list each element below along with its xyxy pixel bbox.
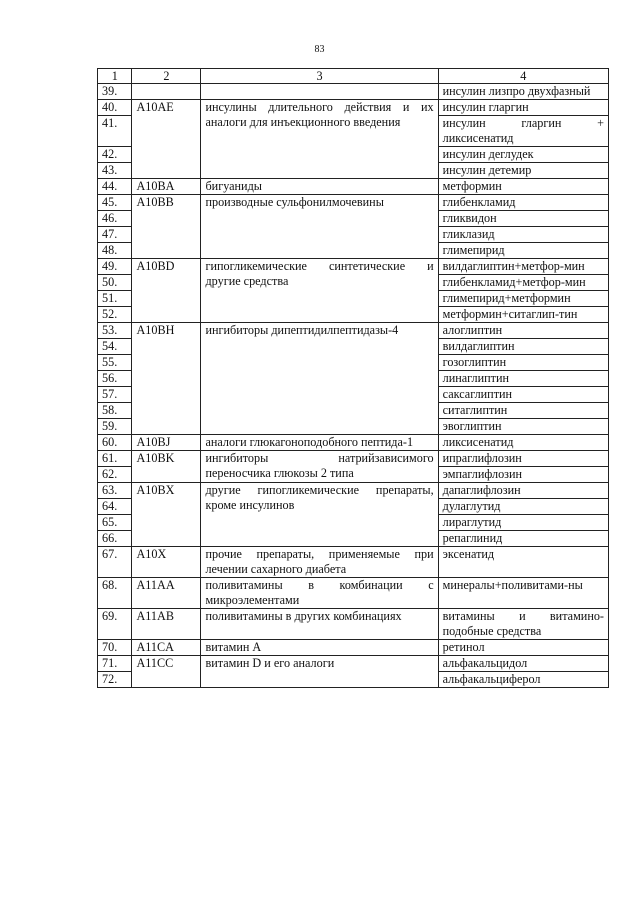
drug-name: ликсисенатид: [438, 435, 608, 451]
drug-name: гозоглиптин: [438, 355, 608, 371]
row-number: 54.: [98, 339, 132, 355]
row-number: 60.: [98, 435, 132, 451]
atc-code: A11AB: [132, 609, 201, 640]
row-number: 55.: [98, 355, 132, 371]
row-number: 65.: [98, 515, 132, 531]
row-number: 50.: [98, 275, 132, 291]
table-row: [98, 547, 609, 578]
drug-name: метформин+ситаглип-тин: [438, 307, 608, 323]
row-number: 57.: [98, 387, 132, 403]
row-number: 40.: [98, 100, 132, 116]
group-description: ингибиторы дипептидилпептидазы-4: [201, 323, 438, 435]
drug-name: инсулин деглудек: [438, 147, 608, 163]
atc-code: A10BH: [132, 323, 201, 435]
row-number: 70.: [98, 640, 132, 656]
row-number: 53.: [98, 323, 132, 339]
atc-code: A10AE: [132, 100, 201, 179]
table-row: [98, 451, 609, 467]
row-number: 56.: [98, 371, 132, 387]
atc-code: A10BK: [132, 451, 201, 483]
page-number: 83: [314, 44, 325, 55]
row-number: 58.: [98, 403, 132, 419]
drug-name: инсулин гларгин: [438, 100, 608, 116]
drug-name: эксенатид: [438, 547, 608, 578]
row-number: 63.: [98, 483, 132, 499]
drug-name: ретинол: [438, 640, 608, 656]
row-number: 49.: [98, 259, 132, 275]
row-number: 43.: [98, 163, 132, 179]
table-row: [98, 578, 609, 609]
group-description: ингибиторы натрийзависимого переносчика глюкозы 2 типа: [201, 451, 438, 483]
row-number: 66.: [98, 531, 132, 547]
drug-name: минералы+поливитами-ны: [438, 578, 608, 609]
table-row: [98, 195, 609, 211]
row-number: 64.: [98, 499, 132, 515]
column-header: 1: [98, 69, 132, 84]
row-number: 61.: [98, 451, 132, 467]
drug-name: эвоглиптин: [438, 419, 608, 435]
column-header: 4: [438, 69, 608, 84]
atc-code-cell: [132, 84, 201, 100]
drug-name: гликлазид: [438, 227, 608, 243]
drug-name: глимепирид: [438, 243, 608, 259]
atc-code: A11CC: [132, 656, 201, 688]
atc-code: A10X: [132, 547, 201, 578]
drug-name: ипраглифлозин: [438, 451, 608, 467]
group-description: поливитамины в комбинации с микроэлементами: [201, 578, 438, 609]
table-row: [98, 656, 609, 672]
column-header: 3: [201, 69, 438, 84]
drug-name: алоглиптин: [438, 323, 608, 339]
group-description: другие гипогликемические препараты, кроме инсулинов: [201, 483, 438, 547]
group-description: аналоги глюкагоноподобного пептида-1: [201, 435, 438, 451]
drug-name: инсулин гларгин + ликсисенатид: [438, 116, 608, 147]
row-number: 51.: [98, 291, 132, 307]
drug-name: лираглутид: [438, 515, 608, 531]
row-number: 67.: [98, 547, 132, 578]
row-number: 39.: [98, 84, 132, 100]
drug-list-table: [97, 68, 609, 688]
drug-name: репаглинид: [438, 531, 608, 547]
row-number: 48.: [98, 243, 132, 259]
group-description: витамин А: [201, 640, 438, 656]
row-number: 52.: [98, 307, 132, 323]
atc-code: A11AA: [132, 578, 201, 609]
table-row: [98, 179, 609, 195]
row-number: 72.: [98, 672, 132, 688]
drug-name: инсулин детемир: [438, 163, 608, 179]
table-header-row: [98, 69, 609, 84]
drug-name: альфакальциферол: [438, 672, 608, 688]
drug-name: витамины и витамино-подобные средства: [438, 609, 608, 640]
table-row: [98, 323, 609, 339]
drug-name: инсулин лизпро двухфазный: [438, 84, 608, 100]
drug-name: саксаглиптин: [438, 387, 608, 403]
drug-name: дапаглифлозин: [438, 483, 608, 499]
table-row: [98, 609, 609, 640]
row-number: 44.: [98, 179, 132, 195]
row-number: 62.: [98, 467, 132, 483]
group-description: витамин D и его аналоги: [201, 656, 438, 688]
drug-name: эмпаглифлозин: [438, 467, 608, 483]
drug-name: дулаглутид: [438, 499, 608, 515]
row-number: 42.: [98, 147, 132, 163]
drug-name: линаглиптин: [438, 371, 608, 387]
group-description-cell: [201, 84, 438, 100]
drug-name: глимепирид+метформин: [438, 291, 608, 307]
group-description: производные сульфонилмочевины: [201, 195, 438, 259]
row-number: 68.: [98, 578, 132, 609]
drug-name: глибенкламид: [438, 195, 608, 211]
group-description: гипогликемические синтетические и другие средства: [201, 259, 438, 323]
group-description: бигуаниды: [201, 179, 438, 195]
drug-name: вилдаглиптин: [438, 339, 608, 355]
atc-code: A10BJ: [132, 435, 201, 451]
drug-name: ситаглиптин: [438, 403, 608, 419]
row-number: 45.: [98, 195, 132, 211]
atc-code: A10BX: [132, 483, 201, 547]
table-row: [98, 84, 609, 100]
drug-name: альфакальцидол: [438, 656, 608, 672]
atc-code: A10BB: [132, 195, 201, 259]
atc-code: A10BD: [132, 259, 201, 323]
table-row: [98, 483, 609, 499]
group-description: прочие препараты, применяемые при лечении сахарного диабета: [201, 547, 438, 578]
row-number: 46.: [98, 211, 132, 227]
group-description: инсулины длительного действия и их аналоги для инъекционного введения: [201, 100, 438, 179]
drug-name: метформин: [438, 179, 608, 195]
row-number: 47.: [98, 227, 132, 243]
table-row: [98, 259, 609, 275]
drug-name: гликвидон: [438, 211, 608, 227]
drug-name: глибенкламид+метфор-мин: [438, 275, 608, 291]
row-number: 59.: [98, 419, 132, 435]
atc-code: A11CA: [132, 640, 201, 656]
drug-name: вилдаглиптин+метфор-мин: [438, 259, 608, 275]
table-row: [98, 435, 609, 451]
atc-code: A10BA: [132, 179, 201, 195]
row-number: 71.: [98, 656, 132, 672]
group-description: поливитамины в других комбинациях: [201, 609, 438, 640]
row-number: 69.: [98, 609, 132, 640]
table-row: [98, 640, 609, 656]
column-header: 2: [132, 69, 201, 84]
row-number: 41.: [98, 116, 132, 147]
table-row: [98, 100, 609, 116]
